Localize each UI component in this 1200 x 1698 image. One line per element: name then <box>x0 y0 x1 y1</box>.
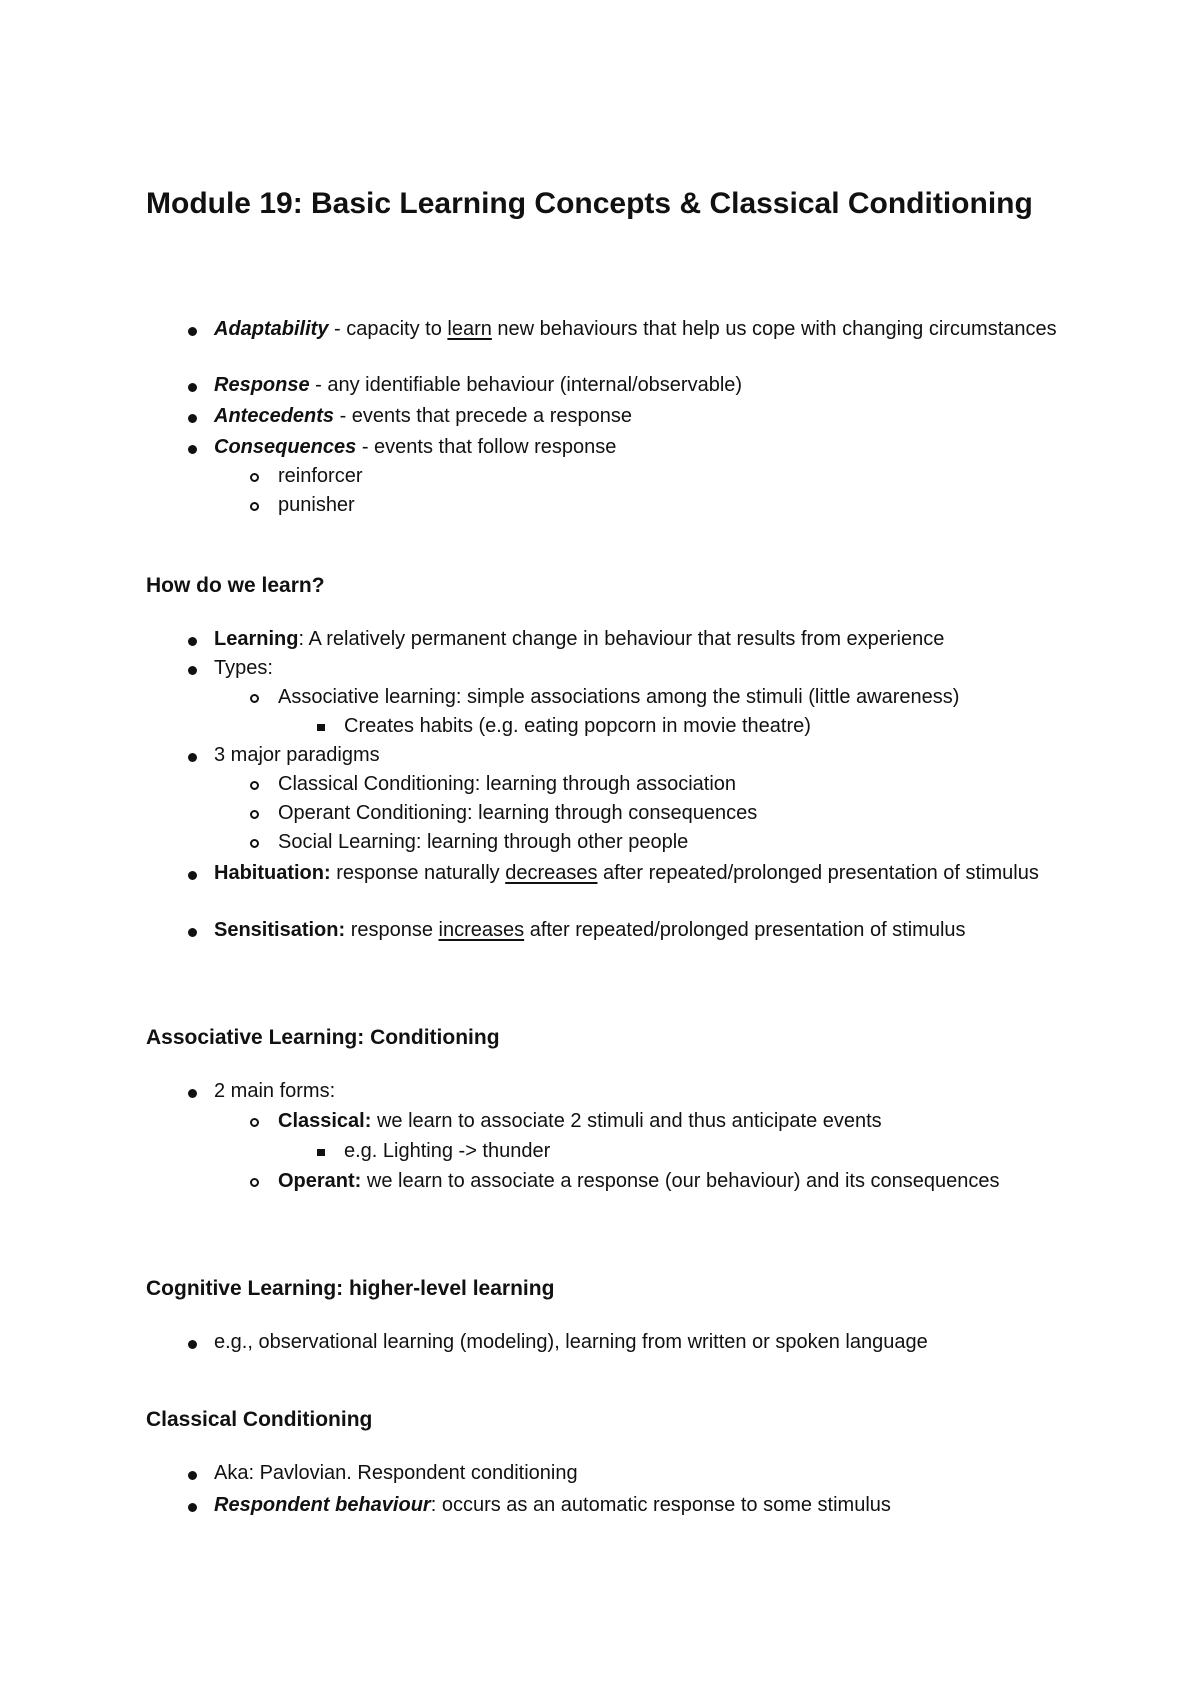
circle-bullet-icon <box>250 810 259 819</box>
circle-bullet-icon <box>250 839 259 848</box>
list-item: Classical: we learn to associate 2 stimuli and thus anticipate events <box>278 1108 1078 1135</box>
bullet-icon <box>188 753 197 762</box>
circle-bullet-icon <box>250 473 259 482</box>
square-bullet-icon <box>317 1149 325 1156</box>
bullet-icon <box>188 383 197 392</box>
list-item: Creates habits (e.g. eating popcorn in movie theatre) <box>344 713 1084 740</box>
list-item: Consequences - events that follow response <box>214 434 1074 461</box>
list-item: Social Learning: learning through other people <box>278 829 1078 856</box>
list-item: Adaptability - capacity to learn new behaviours that help us cope with changing circumstances <box>214 316 1074 343</box>
list-item: Response - any identifiable behaviour (internal/observable) <box>214 372 1074 399</box>
list-item: Habituation: response naturally decreases after repeated/prolonged presentation of stimulus <box>214 860 1074 887</box>
section-heading-how: How do we learn? <box>146 574 325 597</box>
list-item: Types: <box>214 655 1074 682</box>
list-item: Learning: A relatively permanent change in behaviour that results from experience <box>214 626 1074 653</box>
list-item: Aka: Pavlovian. Respondent conditioning <box>214 1460 1074 1487</box>
bullet-icon <box>188 445 197 454</box>
list-item: e.g., observational learning (modeling), learning from written or spoken language <box>214 1329 1074 1356</box>
bullet-icon <box>188 327 197 336</box>
bullet-icon <box>188 871 197 880</box>
list-item: 2 main forms: <box>214 1078 1074 1105</box>
circle-bullet-icon <box>250 781 259 790</box>
section-heading-associative: Associative Learning: Conditioning <box>146 1026 500 1049</box>
list-item: Associative learning: simple associations among the stimuli (little awareness) <box>278 684 1078 711</box>
bullet-icon <box>188 1503 197 1512</box>
list-item: reinforcer <box>278 463 1078 490</box>
circle-bullet-icon <box>250 1118 259 1127</box>
bullet-icon <box>188 637 197 646</box>
circle-bullet-icon <box>250 1178 259 1187</box>
bullet-icon <box>188 928 197 937</box>
bullet-icon <box>188 414 197 423</box>
bullet-icon <box>188 1340 197 1349</box>
bullet-icon <box>188 666 197 675</box>
list-item: punisher <box>278 492 1078 519</box>
square-bullet-icon <box>317 724 325 731</box>
list-item: Operant Conditioning: learning through consequences <box>278 800 1078 827</box>
bullet-icon <box>188 1089 197 1098</box>
circle-bullet-icon <box>250 502 259 511</box>
list-item: Antecedents - events that precede a response <box>214 403 1074 430</box>
section-heading-cognitive: Cognitive Learning: higher-level learning <box>146 1277 555 1300</box>
list-item: e.g. Lighting -> thunder <box>344 1138 1084 1165</box>
page-title: Module 19: Basic Learning Concepts & Classical Conditioning <box>146 187 1033 220</box>
section-heading-classical: Classical Conditioning <box>146 1408 373 1431</box>
list-item: Sensitisation: response increases after repeated/prolonged presentation of stimulus <box>214 917 1074 944</box>
bullet-icon <box>188 1471 197 1480</box>
list-item: Operant: we learn to associate a response (our behaviour) and its consequences <box>278 1168 1078 1195</box>
list-item: Classical Conditioning: learning through association <box>278 771 1078 798</box>
list-item: 3 major paradigms <box>214 742 1074 769</box>
list-item: Respondent behaviour: occurs as an automatic response to some stimulus <box>214 1492 1074 1519</box>
circle-bullet-icon <box>250 694 259 703</box>
